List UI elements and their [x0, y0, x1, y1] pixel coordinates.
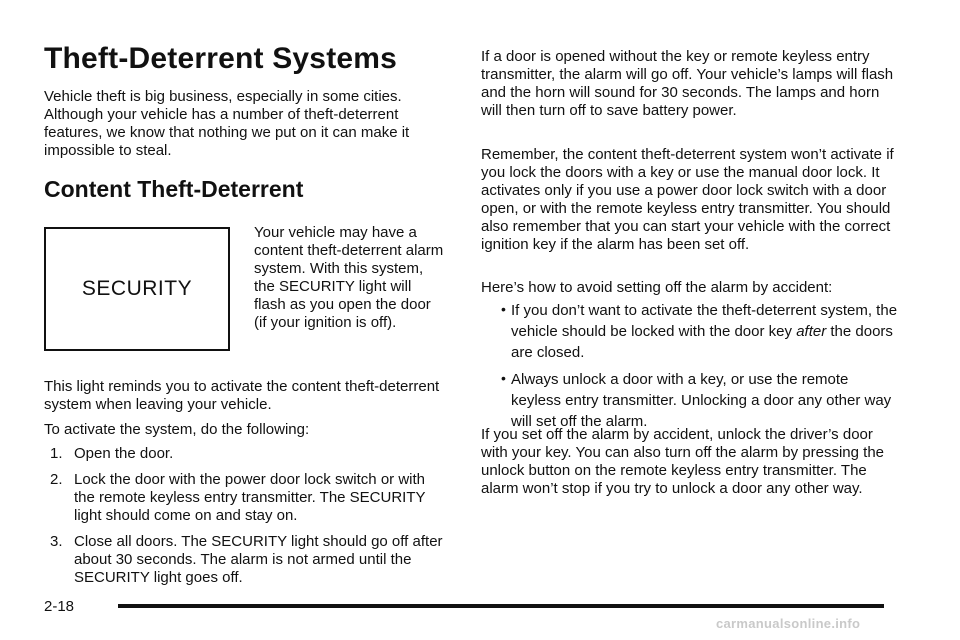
security-light-illustration [44, 227, 230, 351]
watermark: carmanualsonline.info [716, 616, 861, 631]
step-text: Open the door. [74, 445, 174, 462]
bullet-icon: • [501, 370, 506, 386]
section-title: Content Theft-Deterrent [44, 176, 304, 202]
bullet-text-start: If you don’t want to activate the theft-deterrent system, the vehicle should be locked with the door key [511, 302, 898, 340]
step-number: 2. [50, 471, 63, 488]
activation-steps [44, 445, 446, 595]
step-number: 1. [50, 445, 63, 462]
bullet-emphasis: after [796, 323, 827, 340]
list-item [44, 533, 446, 587]
list-item [481, 369, 901, 432]
accident-paragraph: If you set off the alarm by accident, unlock the driver’s door with your key. You can also turn off the alarm by pressing the unlock button on the remote keyless entry transmitter. The alarm won’t stop if you try to unlock a door any other way. [481, 426, 885, 497]
footer-rule [118, 604, 884, 608]
avoid-intro: Here’s how to avoid setting off the alarm by accident: [481, 279, 833, 296]
step-text: Close all doors. The SECURITY light should go off after about 30 seconds. The alarm is not armed until the SECURITY light goes off. [74, 533, 443, 586]
step-number: 3. [50, 533, 63, 550]
remember-paragraph: Remember, the content theft-deterrent system won’t activate if you lock the doors with a key or use the manual door lock. It activates only if you use a power door lock switch with a door open, or with the remote keyless entry transmitter. You should also remember that you can start your vehicle with the correct ignition key if the alarm has been set off. [481, 146, 894, 253]
avoid-bullets [481, 300, 901, 438]
page-number: 2-18 [44, 598, 75, 615]
page-title: Theft-Deterrent Systems [44, 42, 398, 75]
activate-intro: To activate the system, do the following: [44, 421, 310, 438]
security-light-label: SECURITY [81, 277, 193, 300]
list-item [44, 445, 446, 463]
intro-paragraph: Vehicle theft is big business, especially in some cities. Although your vehicle has a number of theft-deterrent features, we know that nothing we put on it can make it impossible to steal. [44, 88, 410, 159]
bullet-text-end: the doors are closed. [511, 323, 893, 361]
reminder-paragraph: This light reminds you to activate the content theft-deterrent system when leaving your vehicle. [44, 378, 440, 413]
list-item [44, 471, 446, 525]
bullet-text: Always unlock a door with a key, or use the remote keyless entry transmitter. Unlocking a door any other way will set off the alarm. [511, 371, 892, 430]
security-description: Your vehicle may have a content theft-deterrent alarm system. With this system, the SECURITY light will flash as you open the door (if your ignition is off). [254, 224, 444, 331]
bullet-icon: • [501, 301, 506, 317]
alarm-paragraph: If a door is opened without the key or remote keyless entry transmitter, the alarm will go off. Your vehicle’s lamps will flash and the horn will sound for 30 seconds. The lamps and horn will then turn off to save battery power. [481, 48, 894, 119]
list-item [481, 300, 901, 363]
step-text: Lock the door with the power door lock switch or with the remote keyless entry transmitter. The SECURITY light should come on and stay on. [74, 471, 426, 524]
